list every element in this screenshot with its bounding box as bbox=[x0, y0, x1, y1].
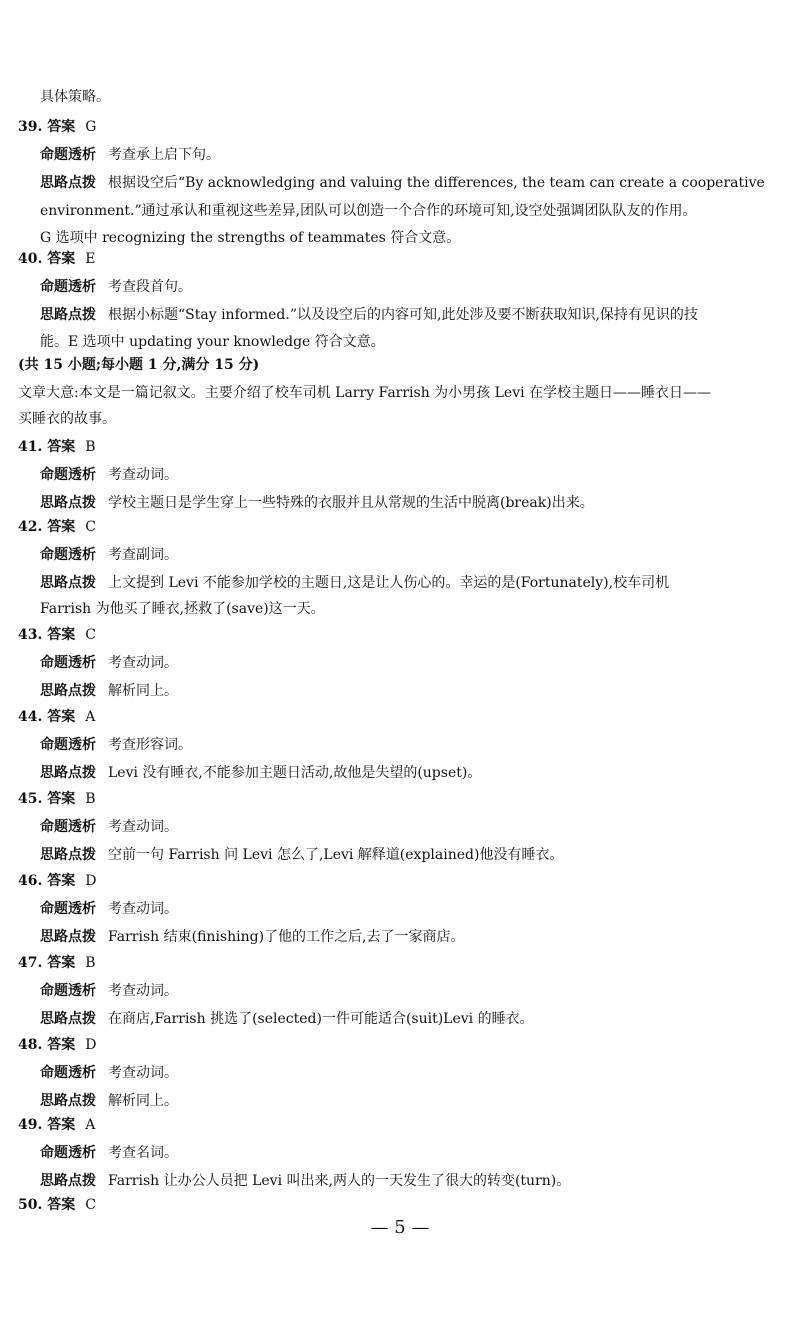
q39-answer: 39. 答案 G bbox=[18, 119, 97, 135]
q45-analysis: 命题透析 考查动词。 bbox=[40, 819, 178, 835]
q42-tip: 思路点拨 上文提到 Levi 不能参加学校的主题日,这是让人伤心的。幸运的是(Fortunately),校车司机 bbox=[40, 575, 670, 591]
q44-answer: 44. 答案 A bbox=[18, 709, 96, 725]
q39-analysis: 命题透析 考查承上启下句。 bbox=[40, 147, 220, 163]
q43-tip: 思路点拨 解析同上。 bbox=[40, 683, 178, 699]
q40-analysis: 命题透析 考查段首句。 bbox=[40, 279, 192, 295]
q39-tip-cont-2: G 选项中 recognizing the strengths of teammates 符合文意。 bbox=[40, 230, 461, 246]
q48-answer: 48. 答案 D bbox=[18, 1037, 97, 1053]
q46-tip: 思路点拨 Farrish 结束(finishing)了他的工作之后,去了一家商店。 bbox=[40, 929, 465, 945]
q49-answer: 49. 答案 A bbox=[18, 1117, 96, 1133]
section-heading: (共 15 小题;每小题 1 分,满分 15 分) bbox=[18, 357, 260, 373]
article-summary-cont: 买睡衣的故事。 bbox=[18, 411, 116, 427]
q49-analysis: 命题透析 考查名词。 bbox=[40, 1145, 178, 1161]
q41-answer: 41. 答案 B bbox=[18, 439, 96, 455]
q44-analysis: 命题透析 考查形容词。 bbox=[40, 737, 192, 753]
q47-tip: 思路点拨 在商店,Farrish 挑选了(selected)一件可能适合(suit)Levi 的睡衣。 bbox=[40, 1011, 534, 1027]
q44-tip: 思路点拨 Levi 没有睡衣,不能参加主题日活动,故他是失望的(upset)。 bbox=[40, 765, 482, 781]
q43-analysis: 命题透析 考查动词。 bbox=[40, 655, 178, 671]
q40-tip: 思路点拨 根据小标题“Stay informed.”以及设空后的内容可知,此处涉及要不断获取知识,保持有见识的技 bbox=[40, 307, 698, 323]
q50-answer: 50. 答案 C bbox=[18, 1197, 96, 1213]
q48-analysis: 命题透析 考查动词。 bbox=[40, 1065, 178, 1081]
q47-answer: 47. 答案 B bbox=[18, 955, 96, 971]
q42-analysis: 命题透析 考查副词。 bbox=[40, 547, 178, 563]
q40-answer: 40. 答案 E bbox=[18, 251, 96, 267]
q41-tip: 思路点拨 学校主题日是学生穿上一些特殊的衣服并且从常规的生活中脱离(break)出来。 bbox=[40, 495, 594, 511]
q45-tip: 思路点拨 空前一句 Farrish 问 Levi 怎么了,Levi 解释道(explained)他没有睡衣。 bbox=[40, 847, 564, 863]
q43-answer: 43. 答案 C bbox=[18, 627, 96, 643]
q42-tip-cont: Farrish 为他买了睡衣,拯救了(save)这一天。 bbox=[40, 601, 325, 617]
q40-tip-cont-1: 能。E 选项中 updating your knowledge 符合文意。 bbox=[40, 334, 385, 350]
q39-tip-cont-1: environment.”通过承认和重视这些差异,团队可以创造一个合作的环境可知,设空处强调团队队友的作用。 bbox=[40, 203, 697, 219]
q42-answer: 42. 答案 C bbox=[18, 519, 96, 535]
q46-analysis: 命题透析 考查动词。 bbox=[40, 901, 178, 917]
q41-analysis: 命题透析 考查动词。 bbox=[40, 467, 178, 483]
q45-answer: 45. 答案 B bbox=[18, 791, 96, 807]
top-fragment: 具体策略。 bbox=[40, 89, 110, 105]
q46-answer: 46. 答案 D bbox=[18, 873, 97, 889]
page-number: — 5 — bbox=[370, 1217, 430, 1238]
article-summary: 文章大意:本文是一篇记叙文。主要介绍了校车司机 Larry Farrish 为小男孩 Levi 在学校主题日——睡衣日—— bbox=[18, 385, 712, 401]
q39-tip: 思路点拨 根据设空后“By acknowledging and valuing the differences, the team can create a cooperative bbox=[40, 175, 765, 191]
q49-tip: 思路点拨 Farrish 让办公人员把 Levi 叫出来,两人的一天发生了很大的转变(turn)。 bbox=[40, 1173, 571, 1189]
q48-tip: 思路点拨 解析同上。 bbox=[40, 1093, 178, 1109]
q47-analysis: 命题透析 考查动词。 bbox=[40, 983, 178, 999]
